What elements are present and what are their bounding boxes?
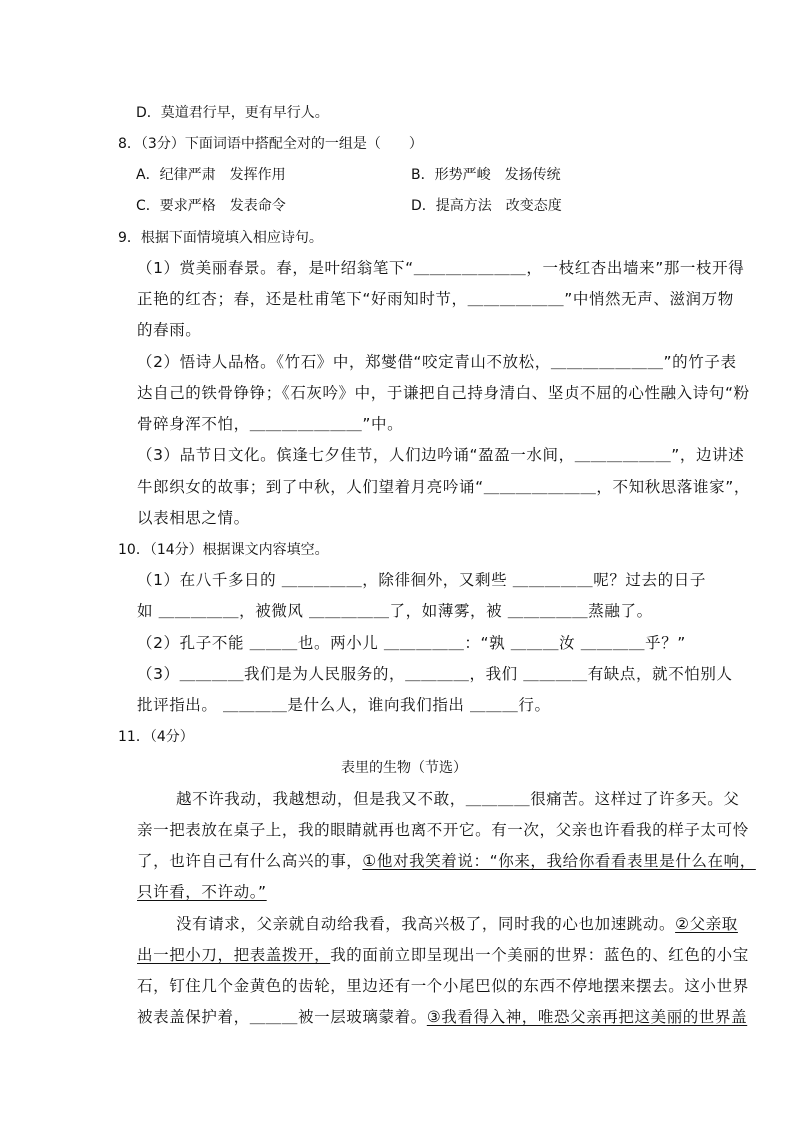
passage-text: 没有请求，父亲就自动给我看，我高兴极了，同时我的心也加速跳动。: [176, 915, 676, 933]
q9-line: 牛郎织女的故事；到了中秋，人们望着月亮吟诵“＿＿＿＿＿＿＿，不知秋思落谁家”，: [137, 478, 750, 496]
q9-line: 骨碎身浑不怕，＿＿＿＿＿＿＿”中。: [137, 415, 404, 433]
q10-line: （3）＿＿＿＿我们是为人民服务的，＿＿＿＿，我们 ＿＿＿＿有缺点，就不怕别人: [137, 665, 733, 683]
q9-line: （2）悟诗人品格。《竹石》中，郑燮借“咬定青山不放松，＿＿＿＿＿＿＿”的竹子表: [137, 353, 737, 371]
q8-stem: 8．（3分）下面词语中搭配全对的一组是（ ）: [118, 136, 423, 152]
underlined-sentence-1-end: 只许看，不许动。”: [137, 883, 267, 901]
q9-line: 正艳的红杏；春，还是杜甫笔下“好雨知时节，＿＿＿＿＿＿”中悄然无声、滋润万物: [137, 290, 734, 308]
passage-line: 亲一把表放在桌子上，我的眼睛就再也离不开它。有一次，父亲也许看我的样子太可怜: [137, 821, 749, 839]
q8-option-d: D．提高方法 改变态度: [411, 198, 562, 214]
passage-line: 石，钉住几个金黄色的齿轮，里边还有一个小尾巴似的东西不停地摆来摆去。这小世界: [137, 977, 749, 995]
passage-line: [137, 851, 756, 871]
passage-line: [137, 882, 267, 902]
q9-stem: 9．根据下面情境填入相应诗句。: [118, 230, 323, 246]
passage-line: [137, 945, 749, 965]
underlined-sentence-2-end: 出一把小刀，把表盖拨开，: [137, 946, 331, 964]
passage-line: [137, 1007, 747, 1027]
q10-line: 如 ＿＿＿＿＿，被微风 ＿＿＿＿＿了，如薄雾，被 ＿＿＿＿＿蒸融了。: [137, 602, 653, 620]
passage-title: 表里的生物（节选）: [341, 760, 467, 776]
q9-line: 以表相思之情。: [137, 509, 250, 527]
passage-line: 越不许我动，我越想动，但是我又不敢，＿＿＿＿很痛苦。这样过了许多天。父: [176, 790, 740, 808]
q7-option-d: D．莫道君行早，更有早行人。: [136, 105, 329, 121]
passage-text: 被表盖保护着，＿＿＿被一层玻璃蒙着。: [137, 1008, 427, 1026]
q8-option-a: A．纪律严肃 发挥作用: [136, 167, 286, 183]
underlined-sentence-2: ②父亲取: [675, 915, 738, 933]
q9-line: 的春雨。: [137, 321, 202, 339]
passage-line: [176, 914, 738, 934]
q9-line: （1）赏美丽春景。春，是叶绍翁笔下“＿＿＿＿＿＿＿，一枝红杏出墙来”那一枝开得: [137, 259, 745, 277]
q8-option-c: C．要求严格 发表命令: [136, 198, 286, 214]
passage-text: 我的面前立即呈现出一个美丽的世界：蓝色的、红色的小宝: [330, 946, 749, 964]
q11-stem: 11．（4分）: [118, 729, 194, 745]
underlined-sentence-1: ①他对我笑着说：“你来，我给你看看表里是什么在响，: [362, 852, 756, 870]
passage-text: 了，也许自己有什么高兴的事，: [137, 852, 363, 870]
q10-line: （1）在八千多日的 ＿＿＿＿＿，除徘徊外，又剩些 ＿＿＿＿＿呢？过去的日子: [137, 571, 706, 589]
q9-line: 达自己的铁骨铮铮；《石灰吟》中，于谦把自己持身清白、坚贞不屈的心性融入诗句“粉: [137, 384, 750, 402]
q10-line: 批评指出。 ＿＿＿＿是什么人，谁向我们指出 ＿＿＿行。: [137, 696, 551, 714]
underlined-sentence-3: ③我看得入神，唯恐父亲再把这美丽的世界盖: [426, 1008, 748, 1026]
q10-line: （2）孔子不能 ＿＿＿也。两小儿 ＿＿＿＿＿：“孰 ＿＿＿汝 ＿＿＿＿乎？”: [137, 634, 686, 652]
q9-line: （3）品节日文化。傧逢七夕佳节，人们边吟诵“盈盈一水间，＿＿＿＿＿＿”，边讲述: [137, 446, 745, 464]
q8-option-b: B．形势严峻 发扬传统: [411, 167, 561, 183]
q10-stem: 10．（14分）根据课文内容填空。: [118, 542, 329, 558]
